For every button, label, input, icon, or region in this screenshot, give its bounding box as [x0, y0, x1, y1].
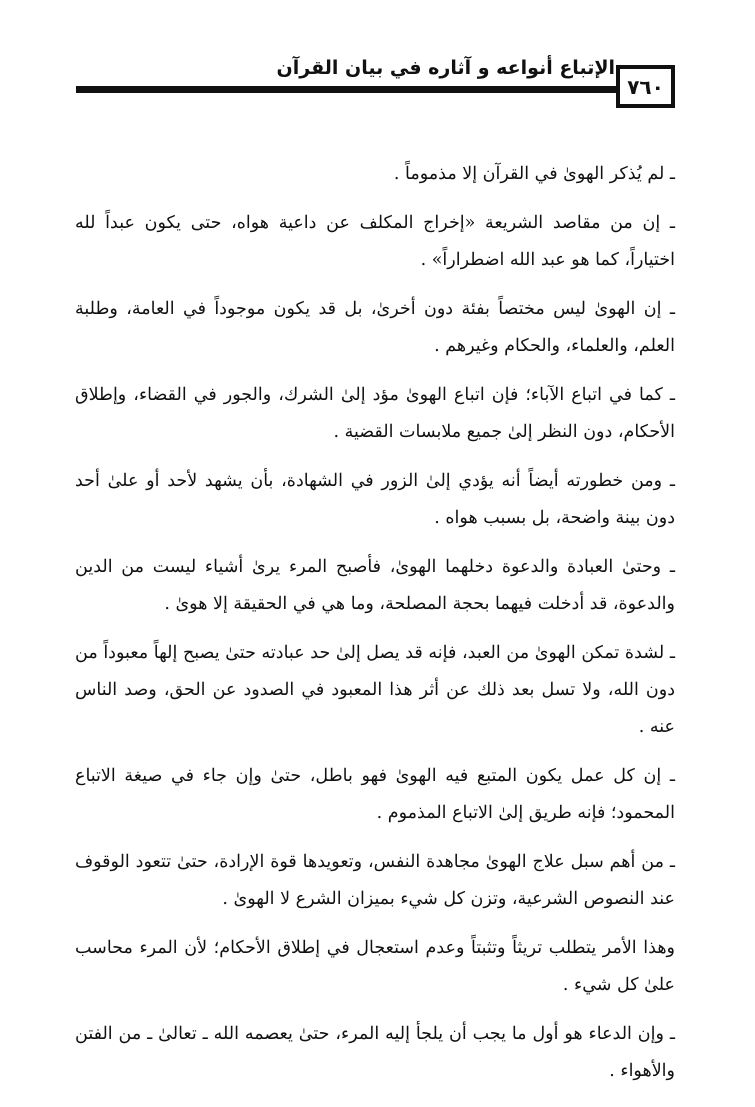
- page-number: ٧٦٠: [627, 74, 664, 99]
- paragraph: ـ لم يُذكر الهوىٰ في القرآن إلا مذموماً .: [393, 164, 675, 184]
- paragraph: ـ إن كل عمل يكون المتبع فيه الهوىٰ فهو باطل، حتىٰ وإن جاء في صيغة الاتباع المحمود؛ فإنه طريق إلىٰ الاتباع المذموم .: [75, 766, 675, 823]
- paragraph: ـ وإن الدعاء هو أول ما يجب أن يلجأ إليه المرء، حتىٰ يعصمه الله ـ تعالىٰ ـ من الفتن والأهواء .: [75, 1024, 675, 1081]
- paragraph: ـ ومن خطورته أيضاً أنه يؤدي إلىٰ الزور في الشهادة، بأن يشهد لأحد أو علىٰ أحد دون بينة واضحة، بل بسبب هواه .: [75, 471, 675, 528]
- paragraph: ـ من أهم سبل علاج الهوىٰ مجاهدة النفس، وتعويدها قوة الإرادة، حتىٰ تتعود الوقوف عند النصوص الشرعية، وتزن كل شيء بميزان الشرع لا الهوىٰ .: [75, 852, 675, 909]
- paragraph: وهذا الأمر يتطلب تريثاً وتثبتاً وعدم استعجال في إطلاق الأحكام؛ لأن المرء محاسب علىٰ كل شيء .: [75, 938, 675, 995]
- paragraph: ـ إن من مقاصد الشريعة «إخراج المكلف عن داعية هواه، حتى يكون عبداً لله اختياراً، كما هو عبد الله اضطراراً» .: [75, 213, 675, 270]
- running-header-title: الإتباع أنواعه و آثاره في بيان القرآن: [276, 57, 615, 79]
- paragraph: ـ كما في اتباع الآباء؛ فإن اتباع الهوىٰ مؤد إلىٰ الشرك، والجور في القضاء، وإطلاق الأحكام، دون النظر إلىٰ جميع ملابسات القضية .: [75, 385, 675, 442]
- page-body: [75, 156, 675, 1102]
- paragraph: ـ وحتىٰ العبادة والدعوة دخلهما الهوىٰ، فأصبح المرء يرىٰ أشياء ليست من الدين والدعوة، قد أدخلت فيهما بحجة المصلحة، وما هي في الحقيقة إلا هوىٰ .: [75, 557, 675, 614]
- paragraph: ـ إن الهوىٰ ليس مختصاً بفئة دون أخرىٰ، بل قد يكون موجوداً في العامة، وطلبة العلم، والعلماء، والحكام وغيرهم .: [75, 299, 675, 356]
- header-rule: [76, 86, 616, 93]
- page-number-box: [616, 65, 675, 108]
- paragraph: ـ لشدة تمكن الهوىٰ من العبد، فإنه قد يصل إلىٰ حد عبادته حتىٰ يصبح إلهاً معبوداً من دون الله، ولا تسل بعد ذلك عن أثر هذا المعبود في الصدود عن الحق، وصد الناس عنه .: [75, 643, 675, 737]
